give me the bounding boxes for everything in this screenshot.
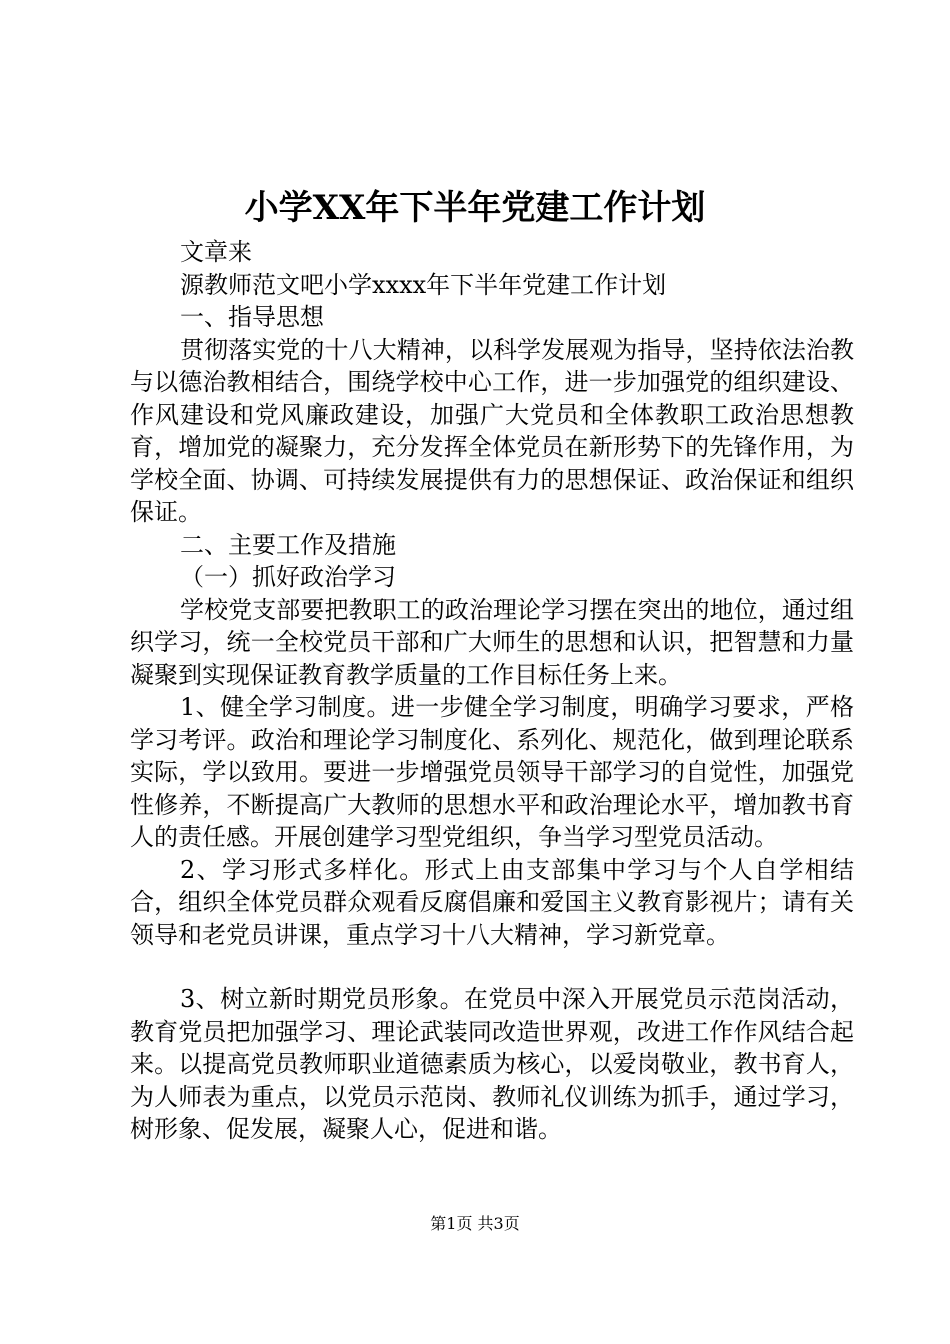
paragraph-guiding-thought: 贯彻落实党的十八大精神，以科学发展观为指导，坚持依法治教与以德治教相结合，围绕学校中心工作，进一步加强党的组织建设、作风建设和党风廉政建设，加强广大党员和全体教职工政治思想教育，增加党的凝聚力，充分发挥全体党员在新形势下的先锋作用，为学校全面、协调、可持续发展提供有力的思想保证、政治保证和组织保证。 [130, 335, 854, 526]
subheading-political-study: （一）抓好政治学习 [180, 563, 396, 591]
heading-guiding-thought: 一、指导思想 [180, 303, 324, 331]
paragraph-item-2: 2、学习形式多样化。形式上由支部集中学习与个人自学相结合，组织全体党员群众观看反腐倡廉和爱国主义教育影视片；请有关领导和老党员讲课，重点学习十八大精神，学习新党章。 [130, 855, 854, 949]
paragraph-source-line-1: 文章来 [180, 238, 252, 266]
document-title: 小学XX年下半年党建工作计划 [244, 188, 706, 228]
paragraph-gap [130, 951, 854, 983]
paragraph-source-line-2: 源教师范文吧小学xxxx年下半年党建工作计划 [180, 270, 667, 299]
heading-main-work: 二、主要工作及措施 [180, 530, 396, 559]
paragraph-item-1: 1、健全学习制度。进一步健全学习制度，明确学习要求，严格学习考评。政治和理论学习制度化、系列化、规范化，做到理论联系实际，学以致用。要进一步增强党员领导干部学习的自觉性，加强党性修养，不断提高广大教师的思想水平和政治理论水平，增加教书育人的责任感。开展创建学习型党组织，争当学习型党员活动。 [130, 693, 854, 851]
paragraph-political-study: 学校党支部要把教职工的政治理论学习摆在突出的地位，通过组织学习，统一全校党员干部和广大师生的思想和认识，把智慧和力量凝聚到实现保证教育教学质量的工作目标任务上来。 [130, 595, 854, 689]
document-body [130, 236, 854, 1146]
paragraph-item-3: 3、树立新时期党员形象。在党员中深入开展党员示范岗活动，教育党员把加强学习、理论武装同改造世界观，改进工作作风结合起来。以提高党员教师职业道德素质为核心，以爱岗敬业，教书育人，为人师表为重点，以党员示范岗、教师礼仪训练为抓手，通过学习，树形象、促发展，凝聚人心，促进和谐。 [130, 985, 854, 1143]
page-number-footer: 第1页 共3页 [430, 1214, 520, 1233]
